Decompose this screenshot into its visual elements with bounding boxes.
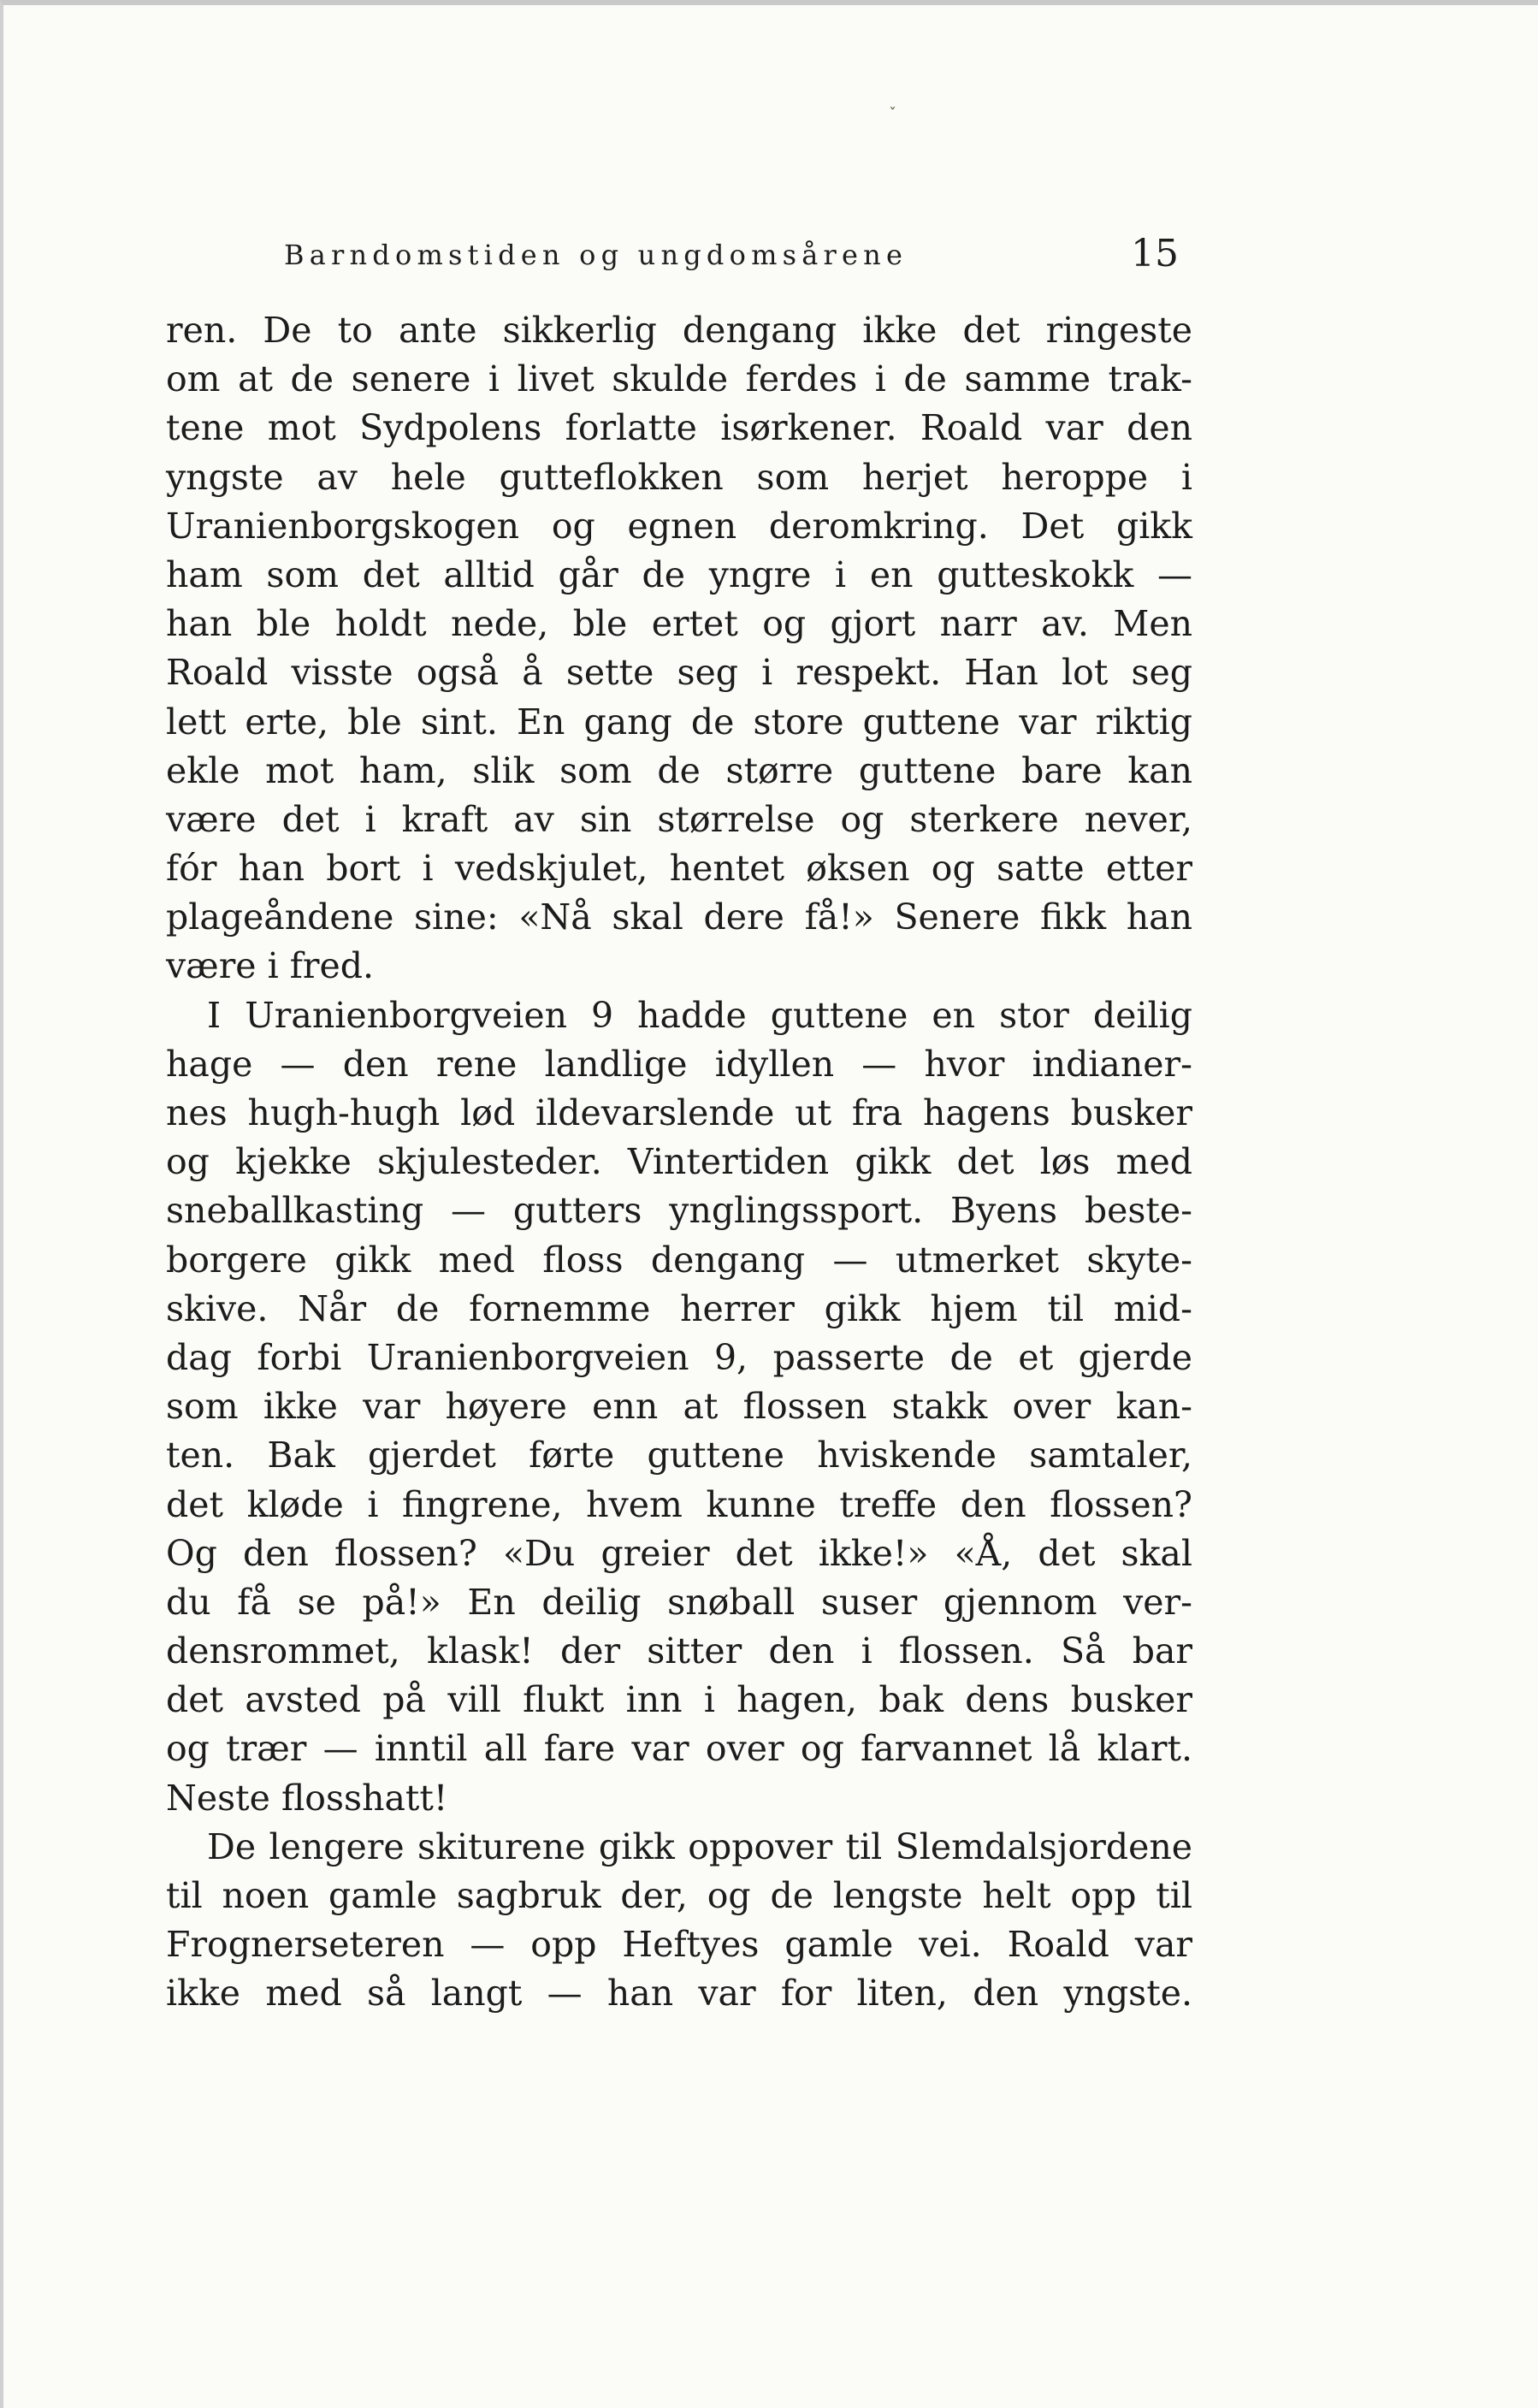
running-title: Barndomstiden og ungdomsårene [284,239,908,271]
running-header [284,232,1179,280]
text-line: yngste av hele gutteflokken som herjet heroppe i [166,456,1192,498]
text-line: du få se på!» En deilig snøball suser gjennom ver- [166,1581,1192,1623]
text-line: ten. Bak gjerdet førte guttene hviskende samtaler, [166,1435,1192,1476]
text-line: hage — den rene landlige idyllen — hvor indianer- [166,1043,1192,1085]
text-line: ikke med så langt — han var for liten, den yngste. [166,1973,1192,2015]
text-line: I Uranienborgveien 9 hadde guttene en stor deilig [207,994,1192,1036]
text-line: ekle mot ham, slik som de større guttene bare kan [166,749,1192,791]
text-line: sneballkasting — gutters ynglingssport. Byens beste- [166,1190,1192,1232]
text-line: Neste flosshatt! [166,1777,448,1819]
text-line: densrommet, klask! der sitter den i flossen. Så bar [166,1630,1192,1672]
text-line: han ble holdt nede, ble ertet og gjort narr av. Men [166,603,1192,645]
text-line: nes hugh-hugh lød ildevarslende ut fra hagens busker [166,1092,1192,1133]
text-line: borgere gikk med floss dengang — utmerket skyte- [166,1239,1192,1281]
text-line: ham som det alltid går de yngre i en gutteskokk — [166,553,1192,595]
text-line: De lengere skiturene gikk oppover til Slemdalsjordene [207,1825,1192,1867]
text-line: lett erte, ble sint. En gang de store guttene var riktig [166,701,1192,743]
text-line: som ikke var høyere enn at flossen stakk over kan- [166,1386,1192,1428]
text-line: Uranienborgskogen og egnen deromkring. Det gikk [166,505,1192,547]
text-line: være det i kraft av sin størrelse og sterkere never, [166,798,1192,840]
text-line: og trær — inntil all fare var over og farvannet lå klart. [166,1728,1192,1770]
text-line: Roald visste også å sette seg i respekt. Han lot seg [166,652,1192,694]
text-line: det kløde i fingrene, hvem kunne treffe den flossen? [166,1483,1192,1525]
body-text [166,306,1192,2019]
text-line: dag forbi Uranienborgveien 9, passerte de et gjerde [166,1336,1192,1378]
text-line: til noen gamle sagbruk der, og de lengste helt opp til [166,1875,1192,1916]
text-line: om at de senere i livet skulde ferdes i de samme trak- [166,358,1192,400]
text-line: være i fred. [166,945,375,987]
text-line: og kjekke skjulesteder. Vintertiden gikk det løs med [166,1141,1192,1183]
page-number: 15 [1131,232,1179,275]
text-line: skive. Når de fornemme herrer gikk hjem til mid- [166,1287,1192,1329]
text-line: plageåndene sine: «Nå skal dere få!» Senere fikk han [166,896,1192,938]
text-line: Og den flossen? «Du greier det ikke!» «Å, det skal [166,1532,1192,1574]
print-speck: ˇ [889,105,896,123]
text-line: ren. De to ante sikkerlig dengang ikke det ringeste [166,310,1192,351]
text-line: Frognerseteren — opp Heftyes gamle vei. Roald var [166,1924,1192,1966]
text-line: det avsted på vill flukt inn i hagen, bak dens busker [166,1679,1192,1721]
text-line: fór han bort i vedskjulet, hentet øksen og satte etter [166,848,1192,890]
text-line: tene mot Sydpolens forlatte isørkener. Roald var den [166,407,1192,449]
